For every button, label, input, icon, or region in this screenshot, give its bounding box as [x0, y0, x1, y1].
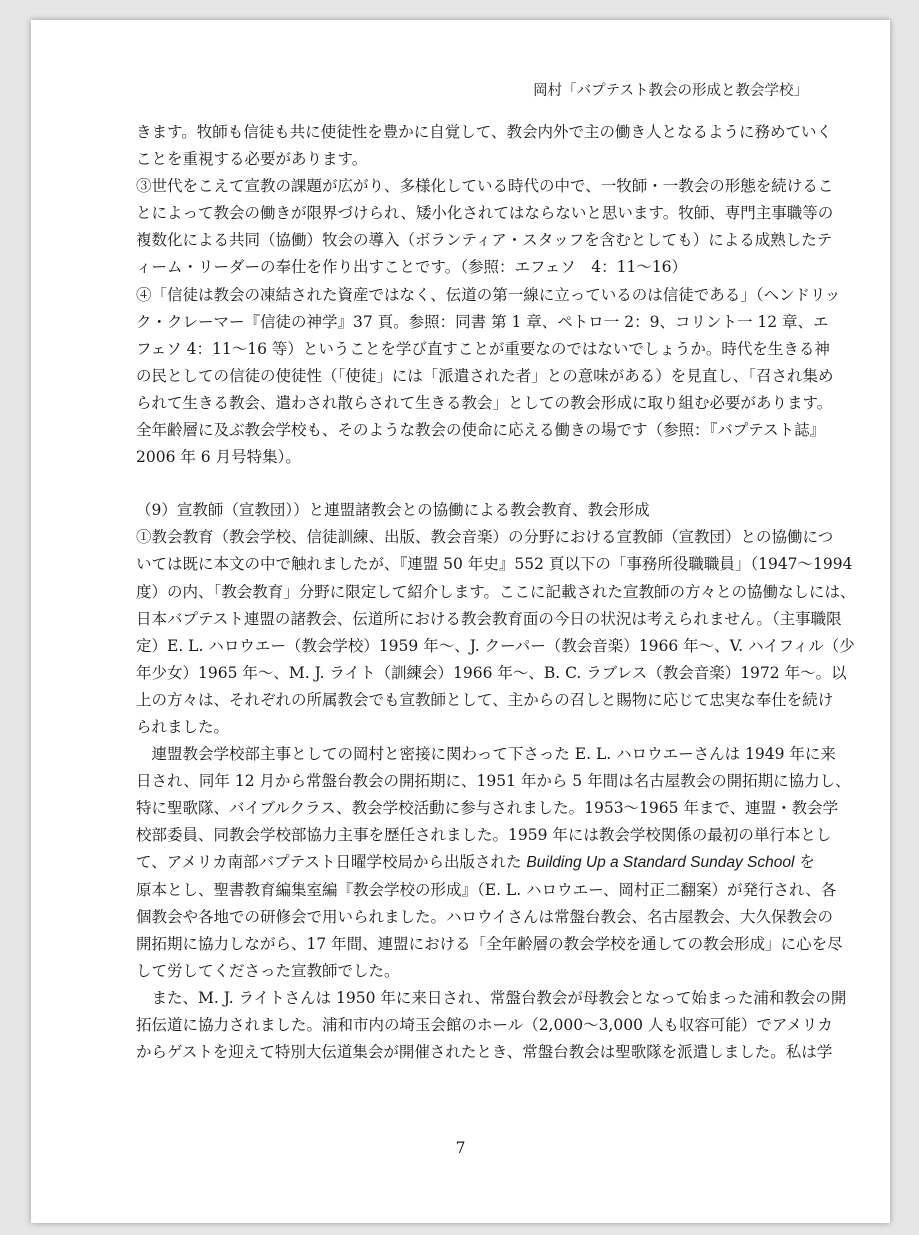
text-line: 日され、同年 12 月から常盤台教会の開拓期に、1951 年から 5 年間は名古屋教会の開拓期に協力し、 [136, 772, 851, 791]
text-line: られて生きる教会、遣わされ散らされて生きる教会」としての教会形成に取り組む必要があります。 [136, 393, 833, 412]
page-number: 7 [455, 1139, 466, 1157]
text-line: 原本とし、聖書教育編集室編『教会学校の形成』（E. L. ハロウエー、岡村正二翻案）が発行され、各 [136, 880, 837, 899]
text-line: ①教会教育（教会学校、信徒訓練、出版、教会音楽）の分野における宣教師（宣教団）との協働につ [136, 528, 834, 547]
text-line: 個教会や各地での研修会で用いられました。ハロウイさんは常盤台教会、名古屋教会、大久保教会の [136, 907, 834, 926]
section-gap [136, 471, 793, 497]
text-line: ④「信徒は教会の凍結された資産ではなく、伝道の第一線に立っているのは信徒である」（ヘンドリッ [136, 285, 841, 304]
text-line: られました。 [136, 717, 230, 736]
text-line: フェソ 4：11〜16 等）ということを学び直すことが重要なのではないでしょうか。時代を生きる神 [136, 339, 830, 358]
paragraph [136, 741, 851, 985]
text-line: からゲストを迎えて特別大伝道集会が開催されたとき、常盤台教会は聖歌隊を派遣しました。私は学 [136, 1043, 833, 1062]
text-line: とによって教会の働きが限界づけられ、矮小化されてはならないと思います。牧師、専門主事職等の [136, 204, 834, 223]
text-line: 複数化による共同（協働）牧会の導入（ボランティア・スタッフを含むとしても）による成熟したテ [136, 231, 833, 250]
text-line: ③世代をこえて宣教の課題が広がり、多様化している時代の中で、一牧師・一教会の形態を続けるこ [136, 177, 834, 196]
text-line: ことを重視する必要があります。 [136, 150, 368, 169]
paragraph [136, 173, 834, 281]
text-line: の民としての信徒の使徒性（「使徒」には「派遣された者」との意味がある）を見直し、「召され集め [136, 366, 834, 385]
text-line: 校部委員、同教会学校部協力主事を歴任されました。1959 年には教会学校関係の最初の単行本とし [136, 826, 832, 845]
paragraph [136, 119, 832, 173]
paragraph [136, 282, 841, 472]
text-line: また、M. J. ライトさんは 1950 年に来日され、常盤台教会が母教会となって始まった浦和教会の開 [136, 988, 847, 1007]
running-header: 岡村「バプテスト教会の形成と教会学校」 [533, 83, 808, 99]
text-line: 開拓期に協力しながら、17 年間、連盟における「全年齢層の教会学校を通しての教会形成」に心を尽 [136, 934, 843, 953]
text-line: 2006 年 6 月号特集）。 [136, 448, 301, 467]
text-line: 連盟教会学校部主事としての岡村と密接に関わって下さった E. L. ハロウエーさんは 1949 年に来 [136, 745, 836, 764]
text-line: 定）E. L. ハロウエー（教会学校）1959 年〜、J. クーパー（教会音楽）1966 年〜、V. ハイフィル（少 [136, 636, 855, 655]
book-title: Building Up a Standard Sunday School [526, 854, 795, 872]
text-line: いては既に本文の中で触れましたが、『連盟 50 年史』552 頁以下の「事務所役職職員」（1947〜1994 [136, 555, 853, 574]
document-page [31, 20, 890, 1223]
text-line: 拓伝道に協力されました。浦和市内の埼玉会館のホール（2,000〜3,000 人も収容可能）でアメリカ [136, 1016, 833, 1034]
text-line: きます。牧師も信徒も共に使徒性を豊かに自覚して、教会内外で主の働き人となるように務めていく [136, 123, 832, 141]
text-line: 日本バプテスト連盟の諸教会、伝道所における教会教育面の今日の状況は考えられません。（主事職限 [136, 609, 842, 628]
body-text [136, 119, 856, 1066]
text-line: 特に聖歌隊、バイブルクラス、教会学校活動に参与されました。1953〜1965 年まで、連盟・教会学 [136, 799, 839, 818]
paragraph [136, 497, 856, 741]
text-line: 度）の内、「教会教育」分野に限定して紹介します。ここに記載された宣教師の方々との協働なしには、 [136, 582, 856, 601]
text-line: 全年齢層に及ぶ教会学校も、そのような教会の使命に応える働きの場です（参照：『バプテスト誌』 [136, 421, 826, 440]
text-line: ク・クレーマー『信徒の神学』37 頁。参照：同書 第 1 章、ペトロ一 2：9、コリント一 12 章、エ [136, 312, 829, 331]
text-line: して労してくださった宣教師でした。 [136, 961, 400, 980]
text-line: 年少女）1965 年〜、M. J. ライト（訓練会）1966 年〜、B. C. ラブレス（教会音楽）1972 年〜。以 [136, 663, 847, 682]
paragraph [136, 985, 847, 1066]
text-line: ィーム・リーダーの奉仕を作り出すことです。（参照：エフェソ 4：11〜16） [136, 258, 688, 277]
text-line: て、アメリカ南部バプテスト日曜学校局から出版された Building Up a Standard Sunday School を [136, 853, 815, 872]
section-heading: （9）宣教師（宣教団））と連盟諸教会との協働による教会教育、教会形成 [136, 501, 650, 520]
text-line: 上の方々は、それぞれの所属教会でも宣教師として、主からの召しと賜物に応じて忠実な奉仕を続け [136, 690, 834, 709]
